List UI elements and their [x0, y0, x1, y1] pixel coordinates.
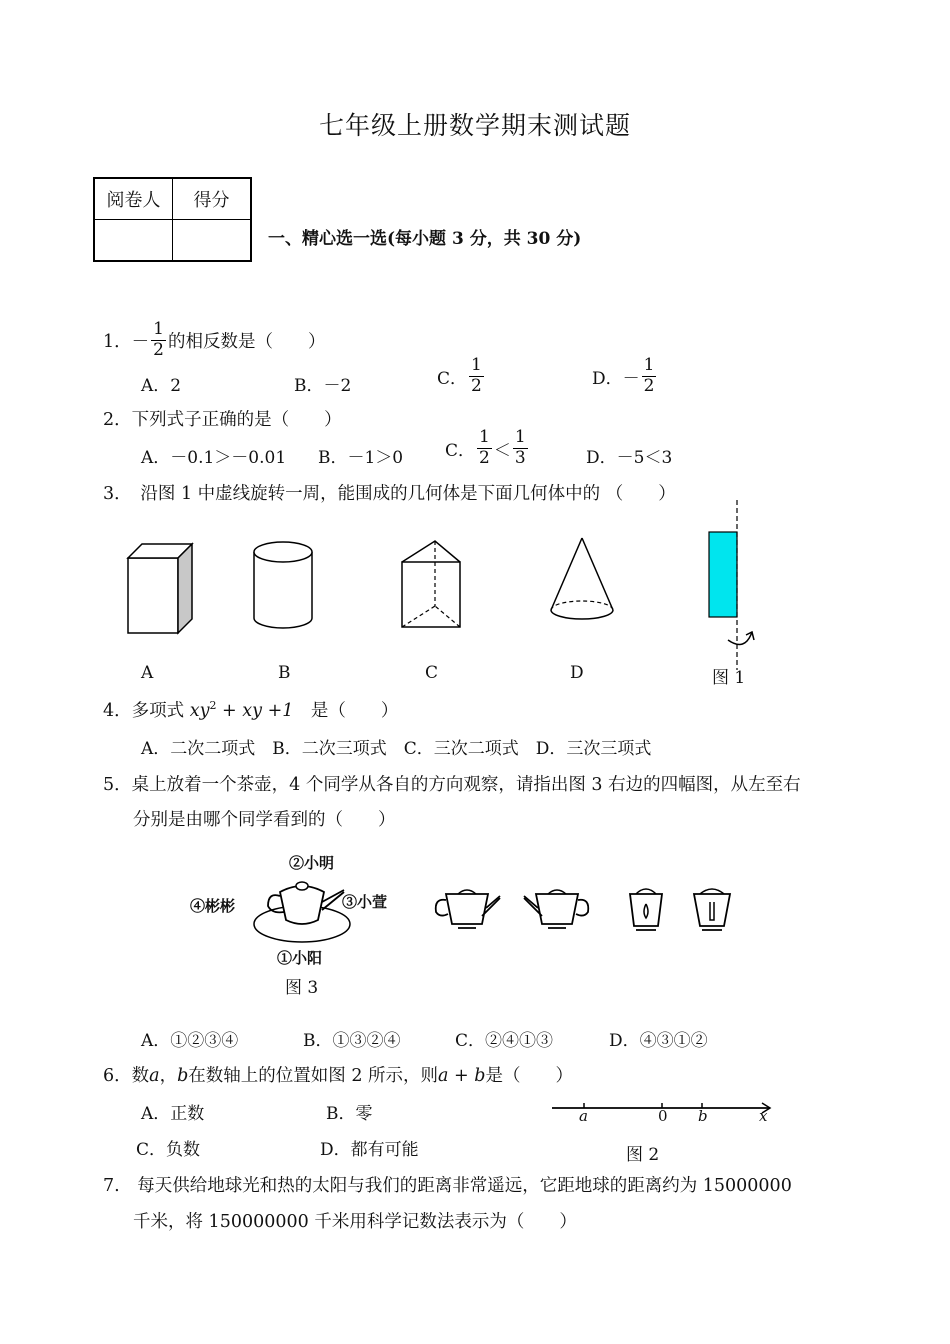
q5-name-xiaoming: ②小明 — [289, 854, 335, 872]
teapot-view-1 — [432, 884, 502, 936]
q1-option-c — [437, 356, 486, 396]
q4-expr-xy: xy — [189, 701, 210, 721]
q1-option-a: A．2 — [141, 376, 182, 396]
q2-option-c — [445, 428, 530, 468]
q6-option-b: B．零 — [326, 1104, 373, 1124]
q1-c-den: 2 — [471, 375, 482, 396]
q1-frac-den: 2 — [153, 339, 164, 360]
q3-label-c: C — [425, 663, 439, 683]
cylinder-figure — [245, 538, 325, 638]
cone-figure — [545, 534, 625, 634]
q6-var-b: b — [177, 1066, 189, 1086]
q6-var-a: a — [149, 1066, 160, 1086]
q2-option-b: B．－1＞0 — [318, 448, 404, 468]
score-header: 得分 — [173, 178, 252, 220]
axis-label-b: b — [698, 1107, 708, 1125]
q2-c-den1: 2 — [479, 447, 490, 468]
q1-frac-num: 1 — [153, 319, 164, 339]
q1-number: 1． — [103, 331, 132, 352]
q1-c-label: C． — [437, 368, 468, 389]
q1-d-num: 1 — [643, 355, 655, 375]
q5-fig3-label: 图 3 — [285, 978, 319, 998]
axis-label-a: a — [579, 1107, 588, 1125]
question-4 — [103, 697, 398, 722]
question-6 — [103, 1062, 573, 1087]
q6-pre: 6．数 — [103, 1066, 150, 1086]
q3-label-fig1: 图 1 — [712, 668, 746, 688]
q3-label-b: B — [278, 663, 291, 683]
q1-d-fraction — [642, 356, 657, 396]
q2-c-frac2 — [513, 428, 528, 468]
q2-c-num1: 1 — [479, 427, 490, 447]
section-heading: 一、精心选一选(每小题 3 分，共 30 分) — [268, 229, 582, 249]
q5-name-binbin: ④彬彬 — [190, 897, 236, 915]
reviewer-header: 阅卷人 — [94, 178, 173, 220]
q1-option-b: B．－2 — [294, 376, 352, 396]
prism-figure — [393, 536, 473, 636]
q5-name-xiaoxuan: ③小萱 — [342, 893, 388, 911]
q5-option-a: A．①②③④ — [141, 1031, 239, 1051]
question-5-line2: 分别是由哪个同学看到的（ ） — [133, 810, 396, 830]
q6-option-d: D．都有可能 — [320, 1140, 419, 1160]
q2-c-label: C． — [445, 440, 476, 461]
cyan-rectangle — [709, 532, 737, 617]
q3-label-d: D — [570, 663, 584, 683]
question-7-line2: 千米，将 150000000 千米用科学记数法表示为（ ） — [133, 1212, 577, 1232]
reviewer-cell — [94, 220, 173, 262]
page-title: 七年级上册数学期末测试题 — [318, 111, 631, 140]
q3-label-a: A — [141, 663, 154, 683]
question-1 — [103, 320, 325, 360]
teapot-view-4 — [688, 882, 736, 936]
q5-name-xiaoyang: ①小阳 — [277, 949, 323, 967]
q6-expr: a + b — [438, 1066, 486, 1086]
q5-option-b: B．①③②④ — [303, 1031, 401, 1051]
q6-option-a: A．正数 — [141, 1104, 205, 1124]
question-3: 3． 沿图 1 中虚线旋转一周，能围成的几何体是下面几何体中的 （ ） — [103, 484, 676, 504]
q2-c-frac1 — [477, 428, 492, 468]
teapot-top-view-figure — [250, 872, 360, 947]
q6-option-c: C．负数 — [136, 1140, 201, 1160]
cuboid-figure — [120, 540, 200, 640]
q1-minus: － — [131, 331, 150, 352]
question-2: 2．下列式子正确的是（ ） — [103, 410, 342, 430]
q1-c-num: 1 — [471, 355, 482, 375]
q4-options: A．二次二项式 B．二次三项式 C．三次二项式 D．三次三项式 — [141, 739, 652, 759]
teapot-view-2 — [522, 884, 592, 936]
q4-expr-rest: + xy +1 — [216, 701, 294, 721]
score-cell — [173, 220, 252, 262]
q1-c-fraction — [469, 356, 484, 396]
axis-label-0: 0 — [658, 1107, 668, 1125]
q2-c-num2: 1 — [514, 427, 526, 447]
q1-option-d — [592, 356, 658, 396]
q6-post: 是（ ） — [485, 1066, 573, 1086]
figure-1-rectangle — [700, 500, 770, 670]
score-table — [93, 177, 252, 262]
q1-fraction — [151, 320, 166, 360]
q6-mid: 在数轴上的位置如图 2 所示，则 — [188, 1066, 439, 1086]
q5-option-c: C．②④①③ — [455, 1031, 554, 1051]
q2-option-a: A．－0.1＞－0.01 — [141, 448, 287, 468]
teapot-view-3 — [624, 882, 668, 936]
question-5-line1: 5．桌上放着一个茶壶，4 个同学从各自的方向观察，请指出图 3 右边的四幅图，从左至右 — [103, 775, 801, 795]
q1-d-label: D．－ — [592, 368, 640, 389]
q4-prefix: 4．多项式 — [103, 701, 190, 721]
q1-d-den: 2 — [643, 375, 655, 396]
q4-suffix: 是（ ） — [293, 701, 399, 721]
q4-expr-sup: 2 — [209, 699, 217, 713]
q1-text: 的相反数是（ ） — [167, 331, 326, 352]
q6-comma: ， — [159, 1066, 178, 1086]
q2-c-lt: ＜ — [493, 440, 511, 461]
q5-option-d: D．④③①② — [609, 1031, 708, 1051]
q2-option-d: D．－5＜3 — [586, 448, 673, 468]
q6-fig2-label: 图 2 — [626, 1145, 660, 1165]
axis-label-x: x — [759, 1107, 768, 1125]
q2-c-den2: 3 — [514, 447, 526, 468]
question-7-line1: 7. 每天供给地球光和热的太阳与我们的距离非常遥远，它距地球的距离约为 15000000 — [103, 1176, 792, 1196]
